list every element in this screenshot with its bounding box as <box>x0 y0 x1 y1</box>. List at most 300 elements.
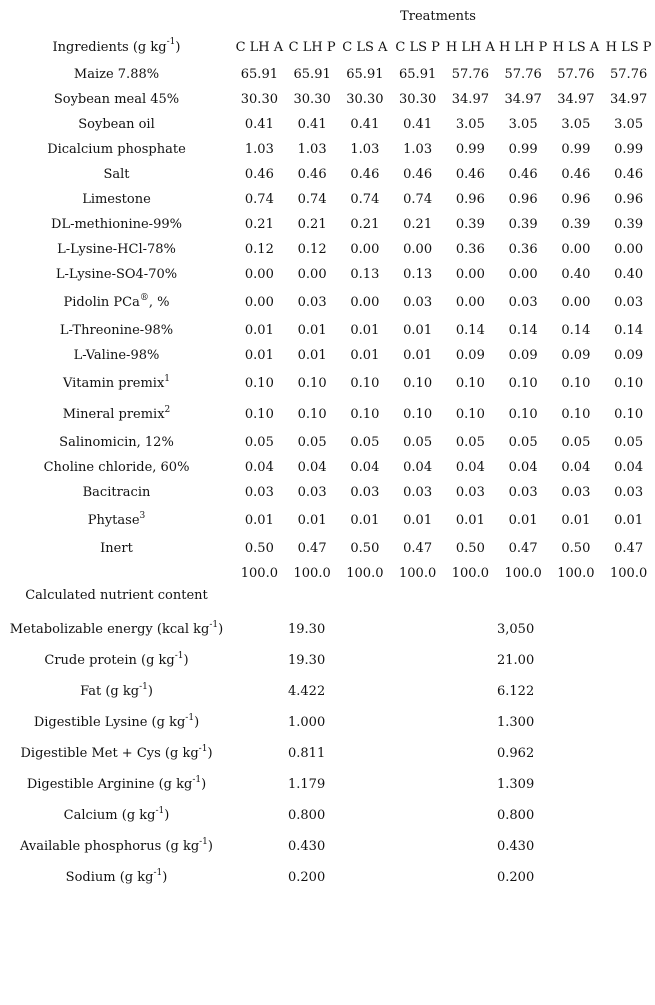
ingredient-label: Pidolin PCa <box>63 295 140 310</box>
table-cell: 0.09 <box>455 348 485 363</box>
nutrient-close: ) <box>201 777 207 792</box>
table-cell: 0.99 <box>614 142 644 157</box>
table-cell: 0.74 <box>350 192 380 207</box>
ingredient-footnote: 2 <box>164 404 171 415</box>
spacer-cell <box>595 831 655 862</box>
spacer-cell <box>595 707 655 738</box>
table-cell: 0.03 <box>614 295 644 310</box>
nutrient-value-low: 0.430 <box>288 839 326 854</box>
ingredient-name <box>0 480 233 505</box>
table-row <box>0 368 655 399</box>
table-cell: 0.46 <box>455 167 485 182</box>
nutrient-name <box>0 645 233 676</box>
table-row <box>0 137 655 162</box>
ingredient-label: Inert <box>100 541 133 556</box>
table-cell: 0.01 <box>508 513 538 528</box>
spacer-cell <box>383 769 445 800</box>
table-cell: 65.91 <box>240 67 278 82</box>
table-cell: 0.50 <box>244 541 274 556</box>
table-cell: 0.00 <box>297 267 327 282</box>
table-cell: 0.09 <box>508 348 538 363</box>
nutrient-name <box>0 862 233 893</box>
table-cell: 0.14 <box>614 323 644 338</box>
spacer-cell <box>383 800 445 831</box>
table-row <box>0 505 655 536</box>
table-cell: 0.40 <box>561 267 591 282</box>
column-header: C LS A <box>342 39 388 55</box>
ingredient-name <box>0 262 233 287</box>
nutrient-name: Digestible Arginine (g kg <box>26 777 193 792</box>
nutrient-close: ) <box>218 622 224 637</box>
table-cell: 0.00 <box>508 267 538 282</box>
table-cell: 0.39 <box>508 217 538 232</box>
ingredient-name <box>0 162 233 187</box>
table-row <box>0 87 655 112</box>
ingredient-name <box>0 187 233 212</box>
table-cell: 0.99 <box>508 142 538 157</box>
ingredients-column-header <box>0 32 233 62</box>
table-cell: 0.04 <box>244 460 274 475</box>
spacer-cell <box>595 676 655 707</box>
table-cell: 0.01 <box>403 348 433 363</box>
table-cell: 0.00 <box>350 242 380 257</box>
table-cell: 1.03 <box>297 142 327 157</box>
nutrient-value-low: 0.800 <box>288 808 326 823</box>
ingredient-label: Dicalcium phosphate <box>47 142 186 157</box>
table-cell: 57.76 <box>504 67 542 82</box>
table-cell: 0.10 <box>614 376 644 391</box>
ingredient-name <box>0 212 233 237</box>
table-cell: 0.12 <box>244 242 274 257</box>
table-cell: 0.01 <box>297 323 327 338</box>
table-row <box>0 343 655 368</box>
table-cell: 100.0 <box>240 566 278 581</box>
spacer-cell <box>383 862 445 893</box>
nutrient-name: Metabolizable energy (kcal kg <box>9 622 210 637</box>
nutrient-close: ) <box>162 870 168 885</box>
table-cell: 0.03 <box>403 295 433 310</box>
table-cell: 0.36 <box>508 242 538 257</box>
table-cell: 0.74 <box>403 192 433 207</box>
nutrient-name: Digestible Lysine (g kg <box>33 715 186 730</box>
nutrient-close: ) <box>183 653 189 668</box>
table-cell: 0.14 <box>508 323 538 338</box>
nutrient-value-low: 1.000 <box>288 715 326 730</box>
table-cell: 0.04 <box>455 460 485 475</box>
nutrient-value-high: 0.962 <box>497 746 535 761</box>
table-cell: 0.39 <box>614 217 644 232</box>
nutrient-value-high: 3,050 <box>497 622 535 637</box>
table-cell: 0.00 <box>403 242 433 257</box>
table-row <box>0 480 655 505</box>
ingredient-name <box>0 87 233 112</box>
table-cell: 0.01 <box>455 513 485 528</box>
ingredient-name <box>0 112 233 137</box>
nutrient-name: Sodium (g kg <box>65 870 154 885</box>
spacer-cell <box>383 738 445 769</box>
nutrient-value-high: 0.800 <box>497 808 535 823</box>
nutrient-close: ) <box>147 684 153 699</box>
nutrient-name: Crude protein (g kg <box>44 653 175 668</box>
table-cell: 30.30 <box>346 92 384 107</box>
table-cell: 0.13 <box>403 267 433 282</box>
table-cell: 100.0 <box>504 566 542 581</box>
nutrient-name <box>0 707 233 738</box>
table-cell: 0.01 <box>350 348 380 363</box>
table-cell: 0.99 <box>455 142 485 157</box>
table-cell: 0.39 <box>561 217 591 232</box>
table-cell: 0.05 <box>297 435 327 450</box>
ingredient-name <box>0 399 233 430</box>
table-row <box>0 318 655 343</box>
ingredient-label: L-Lysine-SO4-70% <box>55 267 178 282</box>
nutrient-close: ) <box>194 715 200 730</box>
table-cell: 0.41 <box>244 117 274 132</box>
table-cell: 0.10 <box>297 376 327 391</box>
table-cell: 0.39 <box>455 217 485 232</box>
nutrient-sup: -1 <box>209 619 219 630</box>
table-cell: 0.46 <box>350 167 380 182</box>
table-cell: 0.12 <box>297 242 327 257</box>
ingredient-label: Limestone <box>82 192 151 207</box>
nutrient-value-high: 0.200 <box>497 870 535 885</box>
nutrient-value-high: 1.300 <box>497 715 535 730</box>
nutrient-close: ) <box>164 808 170 823</box>
table-cell: 0.05 <box>350 435 380 450</box>
table-cell: 0.00 <box>561 295 591 310</box>
table-cell: 0.03 <box>455 485 485 500</box>
table-cell: 0.46 <box>508 167 538 182</box>
nutrient-section-title: Calculated nutrient content <box>25 588 208 603</box>
ingredient-footnote: 1 <box>164 373 171 384</box>
table-cell: 0.10 <box>508 407 538 422</box>
table-cell: 0.10 <box>297 407 327 422</box>
table-cell: 3.05 <box>508 117 538 132</box>
table-cell: 0.96 <box>561 192 591 207</box>
table-cell: 0.05 <box>561 435 591 450</box>
ingredient-label: Maize 7.88% <box>73 67 160 82</box>
nutrient-name: Fat (g kg <box>80 684 140 699</box>
table-cell: 57.76 <box>557 67 595 82</box>
table-cell: 0.09 <box>614 348 644 363</box>
table-cell: 0.46 <box>244 167 274 182</box>
nutrient-row <box>0 614 655 645</box>
table-row <box>0 112 655 137</box>
nutrient-value-low: 0.811 <box>288 746 326 761</box>
table-cell: 0.47 <box>614 541 644 556</box>
ingredient-label: L-Threonine-98% <box>59 323 174 338</box>
table-cell: 0.04 <box>508 460 538 475</box>
column-header: H LS P <box>605 39 652 55</box>
table-row <box>0 62 655 87</box>
nutrient-sup: -1 <box>155 805 165 816</box>
table-cell: 100.0 <box>399 566 437 581</box>
table-cell: 0.01 <box>350 513 380 528</box>
header-row <box>0 32 655 62</box>
table-cell: 0.01 <box>297 348 327 363</box>
table-row <box>0 262 655 287</box>
table-cell: 0.47 <box>297 541 327 556</box>
ingredient-name <box>0 137 233 162</box>
nutrient-value-low: 19.30 <box>288 622 326 637</box>
nutrient-name: Calcium (g kg <box>63 808 156 823</box>
ingredient-label: L-Valine-98% <box>73 348 160 363</box>
table-cell: 0.05 <box>508 435 538 450</box>
table-cell: 1.03 <box>350 142 380 157</box>
table-cell: 0.96 <box>508 192 538 207</box>
ingredient-footnote: ® <box>139 292 149 303</box>
table-cell: 1.03 <box>244 142 274 157</box>
ingredient-name <box>0 368 233 399</box>
table-cell: 0.47 <box>508 541 538 556</box>
nutrient-value-low: 19.30 <box>288 653 326 668</box>
nutrient-sup: -1 <box>198 743 208 754</box>
spacer-cell <box>383 614 445 645</box>
table-cell: 0.96 <box>614 192 644 207</box>
ingredient-name <box>0 536 233 561</box>
table-cell: 0.05 <box>455 435 485 450</box>
table-cell: 0.10 <box>614 407 644 422</box>
spacer-cell <box>595 769 655 800</box>
ingredient-name <box>0 430 233 455</box>
table-cell: 0.03 <box>350 485 380 500</box>
table-cell: 0.04 <box>297 460 327 475</box>
nutrient-sup: -1 <box>199 836 208 847</box>
treatments-heading: Treatments <box>400 9 476 24</box>
ingredient-label: Soybean meal 45% <box>53 92 180 107</box>
table-cell: 0.00 <box>455 295 485 310</box>
ingredient-footnote: 3 <box>139 510 146 521</box>
table-cell: 0.36 <box>455 242 485 257</box>
ingredients-table <box>0 32 655 586</box>
nutrient-row <box>0 769 655 800</box>
table-cell: 0.00 <box>455 267 485 282</box>
ingredient-name <box>0 287 233 318</box>
table-cell: 0.10 <box>561 407 591 422</box>
table-row <box>0 455 655 480</box>
table-cell: 0.21 <box>403 217 433 232</box>
table-cell: 0.01 <box>614 513 644 528</box>
table-cell: 65.91 <box>399 67 437 82</box>
table-cell: 0.14 <box>455 323 485 338</box>
table-cell: 0.10 <box>403 407 433 422</box>
table-cell: 0.01 <box>244 323 274 338</box>
nutrient-row <box>0 645 655 676</box>
table-cell: 0.01 <box>297 513 327 528</box>
table-cell: 0.03 <box>244 485 274 500</box>
nutrients-table <box>0 614 655 893</box>
nutrient-close: ) <box>207 746 213 761</box>
spacer-cell <box>595 645 655 676</box>
table-cell: 0.41 <box>350 117 380 132</box>
nutrient-value-high: 6.122 <box>497 684 535 699</box>
table-cell: 0.13 <box>350 267 380 282</box>
table-row <box>0 212 655 237</box>
nutrient-row <box>0 707 655 738</box>
table-cell: 57.76 <box>451 67 489 82</box>
table-cell: 0.40 <box>614 267 644 282</box>
table-cell: 0.50 <box>561 541 591 556</box>
table-cell: 0.10 <box>508 376 538 391</box>
ingredients-unit-sup: -1 <box>166 37 176 48</box>
nutrient-value-high: 21.00 <box>497 653 535 668</box>
table-cell: 0.05 <box>244 435 274 450</box>
table-row <box>0 430 655 455</box>
ingredient-suffix: , % <box>148 295 170 310</box>
table-cell: 30.30 <box>240 92 278 107</box>
table-row <box>0 561 655 586</box>
table-cell: 0.41 <box>297 117 327 132</box>
nutrient-value-high: 0.430 <box>497 839 535 854</box>
table-cell: 0.04 <box>614 460 644 475</box>
table-cell: 3.05 <box>614 117 644 132</box>
ingredients-body <box>0 32 655 586</box>
table-cell: 34.97 <box>557 92 595 107</box>
nutrient-name <box>0 831 233 862</box>
table-cell: 0.01 <box>244 513 274 528</box>
nutrient-sup: -1 <box>185 712 195 723</box>
nutrient-name <box>0 738 233 769</box>
ingredient-label: L-Lysine-HCl-78% <box>57 242 176 257</box>
table-cell: 34.97 <box>610 92 648 107</box>
table-cell: 0.50 <box>455 541 485 556</box>
ingredient-name <box>0 455 233 480</box>
table-row <box>0 399 655 430</box>
nutrient-row <box>0 738 655 769</box>
table-cell: 0.46 <box>403 167 433 182</box>
table-cell: 0.10 <box>455 376 485 391</box>
table-cell: 0.46 <box>561 167 591 182</box>
ingredient-label: Mineral premix <box>62 407 165 422</box>
ingredient-name <box>0 62 233 87</box>
table-cell: 34.97 <box>451 92 489 107</box>
ingredient-label: DL-methionine-99% <box>51 217 182 232</box>
column-header: H LH A <box>445 39 495 55</box>
table-cell: 3.05 <box>455 117 485 132</box>
ingredient-label: Salinomicin, 12% <box>59 435 174 450</box>
nutrients-body <box>0 614 655 893</box>
ingredient-name <box>0 237 233 262</box>
ingredient-label: Choline chloride, 60% <box>43 460 190 475</box>
table-cell: 0.00 <box>350 295 380 310</box>
table-cell: 0.04 <box>561 460 591 475</box>
table-cell: 0.03 <box>403 485 433 500</box>
table-cell: 0.03 <box>614 485 644 500</box>
ingredients-label-close: ) <box>175 39 181 55</box>
table-cell: 0.14 <box>561 323 591 338</box>
table-cell: 100.0 <box>451 566 489 581</box>
table-cell: 0.04 <box>403 460 433 475</box>
column-header: C LS P <box>395 39 440 55</box>
ingredient-label: Bacitracin <box>82 485 151 500</box>
nutrient-value-low: 1.179 <box>288 777 326 792</box>
table-cell: 0.10 <box>561 376 591 391</box>
spacer-cell <box>595 738 655 769</box>
nutrient-sup: -1 <box>174 650 184 661</box>
table-cell: 0.21 <box>244 217 274 232</box>
nutrient-row <box>0 831 655 862</box>
table-cell: 0.47 <box>403 541 433 556</box>
table-cell: 0.21 <box>297 217 327 232</box>
nutrient-sup: -1 <box>153 867 163 878</box>
nutrient-row <box>0 676 655 707</box>
table-cell: 0.04 <box>350 460 380 475</box>
nutrient-close: ) <box>207 839 213 854</box>
table-cell: 0.10 <box>455 407 485 422</box>
table-row <box>0 187 655 212</box>
table-cell: 0.03 <box>508 295 538 310</box>
spacer-cell <box>383 676 445 707</box>
table-cell: 0.46 <box>297 167 327 182</box>
ingredients-label: Ingredients (g kg <box>52 39 167 55</box>
table-cell: 0.01 <box>403 513 433 528</box>
nutrient-name <box>0 769 233 800</box>
table-cell: 0.03 <box>297 485 327 500</box>
nutrient-value-low: 0.200 <box>288 870 326 885</box>
nutrient-name: Available phosphorus (g kg <box>19 839 200 854</box>
table-cell: 65.91 <box>346 67 384 82</box>
spacer-cell <box>383 645 445 676</box>
table-cell: 0.01 <box>561 513 591 528</box>
table-cell: 1.03 <box>403 142 433 157</box>
column-header: H LH P <box>498 39 548 55</box>
ingredient-label: Vitamin premix <box>62 376 165 391</box>
table-cell: 0.21 <box>350 217 380 232</box>
table-cell: 0.05 <box>403 435 433 450</box>
ingredient-label: Soybean oil <box>78 117 155 132</box>
table-cell: 0.03 <box>561 485 591 500</box>
table-cell: 0.05 <box>614 435 644 450</box>
ingredient-name <box>0 318 233 343</box>
ingredient-name <box>0 343 233 368</box>
table-cell: 0.00 <box>244 267 274 282</box>
nutrient-value-high: 1.309 <box>497 777 535 792</box>
table-cell: 0.01 <box>403 323 433 338</box>
table-cell: 0.50 <box>350 541 380 556</box>
table-cell: 0.10 <box>244 407 274 422</box>
table-cell: 0.10 <box>350 376 380 391</box>
spacer-cell <box>383 707 445 738</box>
table-cell: 0.74 <box>297 192 327 207</box>
nutrient-value-low: 4.422 <box>288 684 326 699</box>
nutrient-name <box>0 676 233 707</box>
ingredient-label: Phytase <box>87 513 140 528</box>
table-cell: 0.96 <box>455 192 485 207</box>
nutrient-row <box>0 800 655 831</box>
table-cell: 0.99 <box>561 142 591 157</box>
spacer-cell <box>383 831 445 862</box>
table-cell: 0.10 <box>244 376 274 391</box>
table-row <box>0 237 655 262</box>
table-cell: 0.10 <box>403 376 433 391</box>
column-header: H LS A <box>552 39 600 55</box>
spacer-cell <box>595 614 655 645</box>
table-row <box>0 536 655 561</box>
table-cell: 0.03 <box>297 295 327 310</box>
table-cell: 34.97 <box>504 92 542 107</box>
table-cell: 0.00 <box>244 295 274 310</box>
table-cell: 0.10 <box>350 407 380 422</box>
spacer-cell <box>595 862 655 893</box>
nutrient-row <box>0 862 655 893</box>
table-row <box>0 287 655 318</box>
table-cell: 0.41 <box>403 117 433 132</box>
table-row <box>0 162 655 187</box>
table-cell: 0.01 <box>350 323 380 338</box>
table-cell: 0.00 <box>561 242 591 257</box>
table-cell: 30.30 <box>293 92 331 107</box>
nutrient-sup: -1 <box>139 681 148 692</box>
